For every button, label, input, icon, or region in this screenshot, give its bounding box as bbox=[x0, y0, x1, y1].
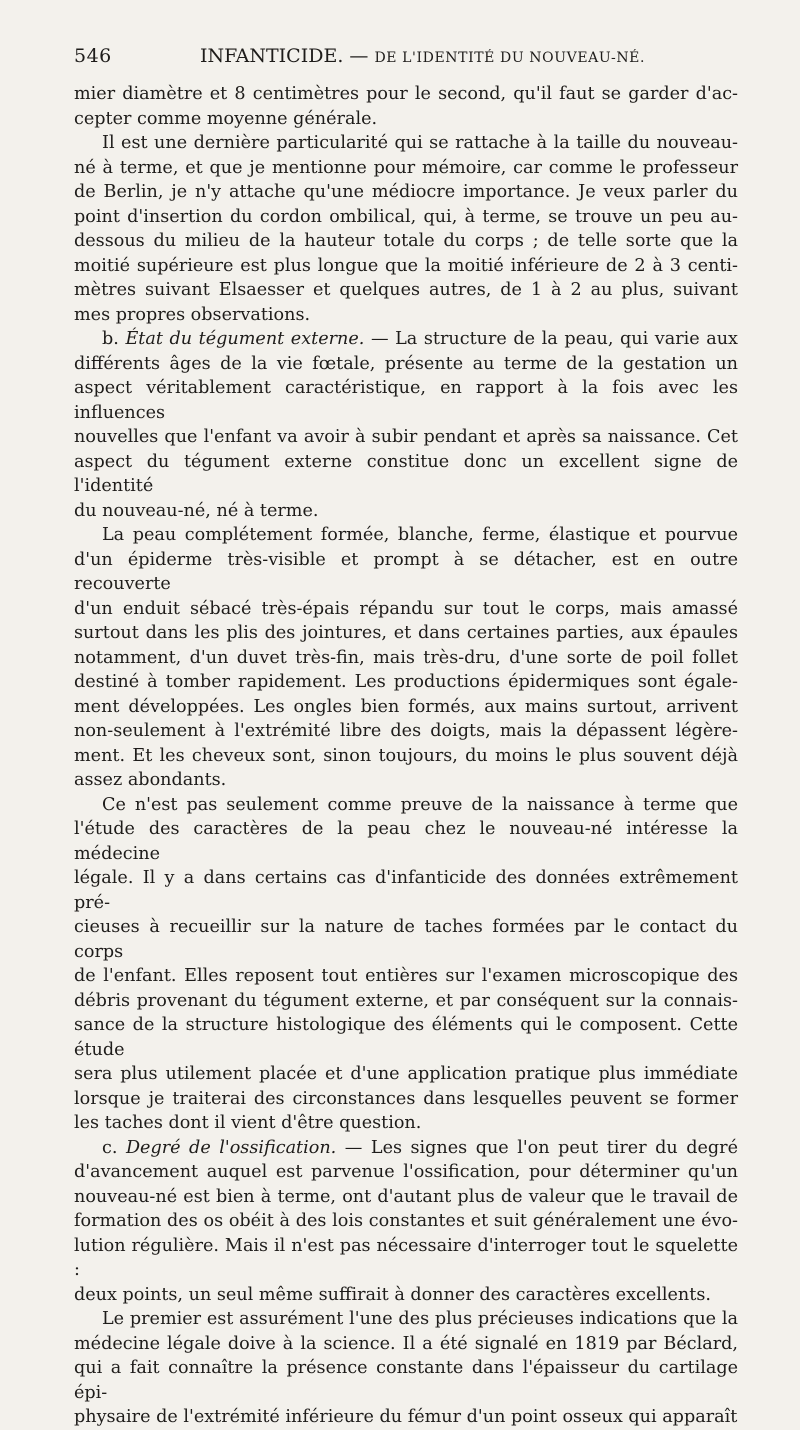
paragraph bbox=[74, 1136, 738, 1308]
text-line: nouvelles que l'enfant va avoir à subir pendant et après sa naissance. Cet bbox=[74, 427, 738, 447]
paragraph bbox=[74, 523, 738, 793]
running-title-sub: DE L'IDENTITÉ DU NOUVEAU-NÉ. bbox=[374, 50, 646, 66]
text-line: mes propres observations. bbox=[74, 304, 311, 325]
text-line: physaire de l'extrémité inférieure du fémur d'un point osseux qui apparaît bbox=[74, 1407, 738, 1427]
text-line bbox=[74, 327, 738, 352]
text-line: sera plus utilement placée et d'une application pratique plus immédiate bbox=[74, 1064, 738, 1084]
line-text: — La structure de la peau, qui varie aux bbox=[364, 329, 738, 349]
text-line: non-seulement à l'extrémité libre des doigts, mais la dépassent légère- bbox=[74, 721, 738, 741]
text-line: d'avancement auquel est parvenue l'ossification, pour déterminer qu'un bbox=[74, 1162, 738, 1182]
text-line: point d'insertion du cordon ombilical, qui, à terme, se trouve un peu au- bbox=[74, 206, 738, 227]
text-line: La peau complétement formée, blanche, ferme, élastique et pourvue bbox=[102, 525, 738, 545]
text-line: moitié supérieure est plus longue que la moitié inférieure de 2 à 3 centi- bbox=[74, 255, 738, 276]
text-line: Ce n'est pas seulement comme preuve de la naissance à terme que bbox=[102, 794, 738, 815]
text-line: lution régulière. Mais il n'est pas nécessaire d'interroger tout le squelette : bbox=[74, 1235, 738, 1280]
text-line: ment développées. Les ongles bien formés, aux mains surtout, arrivent bbox=[74, 696, 738, 717]
text-line: cepter comme moyenne générale. bbox=[74, 108, 378, 129]
paragraph bbox=[74, 793, 738, 1136]
text-line: destiné à tomber rapidement. Les productions épidermiques sont égale- bbox=[74, 672, 738, 692]
text-line: d'un enduit sébacé très-épais répandu sur tout le corps, mais amassé bbox=[74, 598, 738, 619]
text-line: du nouveau-né, né à terme. bbox=[74, 500, 319, 521]
paragraph bbox=[74, 327, 738, 523]
text-line: deux points, un seul même suffirait à donner des caractères excellents. bbox=[74, 1284, 711, 1305]
text-line bbox=[74, 1136, 738, 1161]
text-line: assez abondants. bbox=[74, 770, 227, 790]
page-number: 546 bbox=[74, 45, 112, 67]
running-title bbox=[200, 40, 645, 74]
text-line: mètres suivant Elsaesser et quelques autres, de 1 à 2 au plus, suivant bbox=[74, 280, 738, 300]
text-line: cieuses à recueillir sur la nature de taches formées par le contact du corps bbox=[74, 917, 738, 962]
text-line: légale. Il y a dans certains cas d'infanticide des données extrêmement pré- bbox=[74, 868, 738, 913]
text-line: aspect véritablement caractéristique, en rapport à la fois avec les influences bbox=[74, 378, 738, 423]
text-line: les taches dont il vient d'être question. bbox=[74, 1113, 422, 1133]
paragraph bbox=[74, 82, 738, 131]
section-letter: c. bbox=[102, 1137, 126, 1158]
text-line: sance de la structure histologique des éléments qui le composent. Cette étude bbox=[74, 1015, 738, 1060]
text-line: Le premier est assurément l'une des plus précieuses indications que la bbox=[102, 1309, 738, 1329]
text-line: aspect du tégument externe constitue donc un excellent signe de l'identité bbox=[74, 451, 738, 496]
text-line: surtout dans les plis des jointures, et dans certaines parties, aux épaules bbox=[74, 623, 738, 643]
text-line: nouveau-né est bien à terme, ont d'autant plus de valeur que le travail de bbox=[74, 1186, 738, 1207]
text-line: médecine légale doive à la science. Il a été signalé en 1819 par Béclard, bbox=[74, 1333, 738, 1354]
text-line: né à terme, et que je mentionne pour mémoire, car comme le professeur bbox=[74, 157, 738, 178]
section-heading: État du tégument externe. bbox=[125, 329, 365, 349]
running-title-main: INFANTICIDE. bbox=[200, 45, 344, 67]
line-text: — Les signes que l'on peut tirer du degré bbox=[336, 1137, 738, 1158]
running-title-dash: — bbox=[343, 45, 375, 67]
paragraph bbox=[74, 131, 738, 327]
text-line: notamment, d'un duvet très-fin, mais très-dru, d'une sorte de poil follet bbox=[74, 647, 738, 668]
paragraph bbox=[74, 1307, 738, 1430]
text-line: d'un épiderme très-visible et prompt à se détacher, est en outre recouverte bbox=[74, 549, 738, 594]
section-letter: b. bbox=[102, 329, 126, 349]
text-line: formation des os obéit à des lois constantes et suit généralement une évo- bbox=[74, 1211, 738, 1231]
text-line: lorsque je traiterai des circonstances dans lesquelles peuvent se former bbox=[74, 1088, 738, 1109]
running-header bbox=[74, 40, 738, 72]
text-line: ment. Et les cheveux sont, sinon toujours, du moins le plus souvent déjà bbox=[74, 745, 738, 766]
body-text bbox=[74, 82, 738, 1430]
text-line: de Berlin, je n'y attache qu'une médiocre importance. Je veux parler du bbox=[74, 182, 738, 202]
text-line: de l'enfant. Elles reposent tout entières sur l'examen microscopique des bbox=[74, 966, 738, 986]
text-line: l'étude des caractères de la peau chez le nouveau-né intéresse la médecine bbox=[74, 819, 738, 864]
text-line: différents âges de la vie fœtale, présente au terme de la gestation un bbox=[74, 353, 738, 374]
text-line: Il est une dernière particularité qui se rattache à la taille du nouveau- bbox=[102, 133, 738, 153]
section-heading: Degré de l'ossification. bbox=[125, 1137, 337, 1158]
text-line: débris provenant du tégument externe, et par conséquent sur la connais- bbox=[74, 990, 738, 1011]
text-line: dessous du milieu de la hauteur totale du corps ; de telle sorte que la bbox=[74, 231, 738, 251]
text-line: mier diamètre et 8 centimètres pour le second, qu'il faut se garder d'ac- bbox=[74, 84, 738, 104]
text-line: qui a fait connaître la présence constante dans l'épaisseur du cartilage épi- bbox=[74, 1358, 738, 1403]
